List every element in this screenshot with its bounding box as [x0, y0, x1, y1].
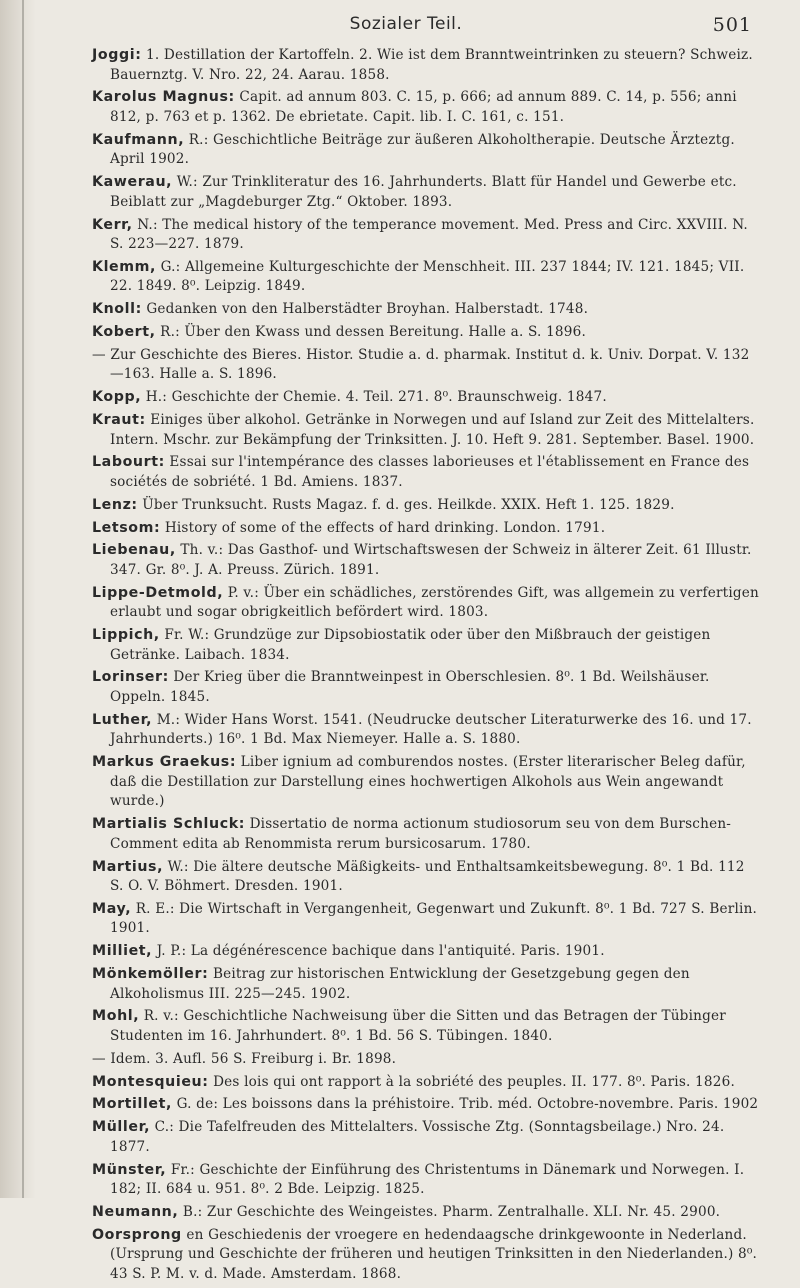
- bibliography-entry: [92, 131, 760, 170]
- bibliography-entry: [92, 88, 760, 127]
- entry-citation: B.: Zur Geschichte des Weingeistes. Pharm. Zentralhalle. XLI. Nr. 45. 2900.: [182, 1203, 721, 1220]
- entry-citation: en Geschiedenis der vroegere en hedendaagsche drinkgewoonte in Nederland. (Ursprung und Geschichte der früheren und heutigen Trinksitten in den Niederlanden.) 8⁰. 43 S. P. M. v. d. Made. Amsterdam. 1868.: [110, 1226, 758, 1282]
- entry-author: Müller,: [92, 1119, 151, 1136]
- entry-citation: G. de: Les boissons dans la préhistoire. Trib. méd. Octobre-novembre. Paris. 1902: [176, 1096, 759, 1113]
- entry-citation: R.: Geschichtliche Beiträge zur äußeren Alkoholtherapie. Deutsche Ärzteztg. April 1902.: [110, 131, 735, 168]
- entry-author: Kopp,: [92, 389, 142, 406]
- entry-author: Mortillet,: [92, 1096, 173, 1113]
- bibliography-entry: [92, 858, 760, 897]
- bibliography-entry: [92, 388, 760, 408]
- bibliography-entry: [92, 323, 760, 343]
- entry-author: Markus Graekus:: [92, 754, 237, 771]
- entry-author: Labourt:: [92, 454, 165, 471]
- bibliography-entry: [92, 626, 760, 665]
- bibliography-entry: [92, 815, 760, 854]
- entry-author: Lippich,: [92, 627, 160, 644]
- bibliography-entry: [92, 346, 760, 385]
- entry-author: Münster,: [92, 1161, 167, 1178]
- entry-citation: Capit. ad annum 803. C. 15, p. 666; ad annum 889. C. 14, p. 556; anni 812, p. 763 et p. 1362. De ebrietate. Capit. lib. I. C. 161, c. 151.: [110, 89, 737, 125]
- bibliography-entry: [92, 1050, 760, 1070]
- entry-author: Martialis Schluck:: [92, 816, 246, 833]
- entry-author: Lippe-Detmold,: [92, 584, 224, 601]
- entry-citation: Der Krieg über die Branntweinpest in Oberschlesien. 8⁰. 1 Bd. Weilshäuser. Oppeln. 1845.: [110, 669, 710, 705]
- entry-citation: M.: Wider Hans Worst. 1541. (Neudrucke deutscher Literaturwerke des 16. und 17. Jahrhunderts.) 16⁰. 1 Bd. Max Niemeyer. Halle a. S. 1880.: [110, 711, 752, 748]
- entry-author: Lorinser:: [92, 669, 169, 686]
- entry-author: Lenz:: [92, 496, 138, 513]
- entry-citation: — Idem. 3. Aufl. 56 S. Freiburg i. Br. 1898.: [92, 1050, 397, 1067]
- entry-author: Kawerau,: [92, 174, 173, 191]
- entry-citation: W.: Zur Trinkliteratur des 16. Jahrhunderts. Blatt für Handel und Gewerbe etc. Beiblatt zur „Magdeburger Ztg.“ Oktober. 1893.: [110, 174, 737, 210]
- entry-author: Knoll:: [92, 301, 142, 318]
- page-header: [60, 14, 752, 42]
- bibliography-entry: [92, 216, 760, 255]
- bibliography-entry: [92, 1095, 760, 1115]
- entry-citation: — Zur Geschichte des Bieres. Histor. Studie a. d. pharmak. Institut d. k. Univ. Dorpat. V. 132—163. Halle a. S. 1896.: [92, 346, 750, 383]
- bibliography-entry: [92, 1203, 760, 1223]
- entry-citation: Fr. W.: Grundzüge zur Dipsobiostatik oder über den Mißbrauch der geistigen Getränke. Laibach. 1834.: [110, 627, 711, 663]
- entry-author: Mohl,: [92, 1008, 140, 1025]
- bibliography-entry: [92, 753, 760, 812]
- page-gutter-shadow: [0, 0, 36, 1198]
- entry-citation: Gedanken von den Halberstädter Broyhan. Halberstadt. 1748.: [146, 301, 589, 318]
- bibliography-entry: [92, 668, 760, 707]
- bibliography-entry: [92, 711, 760, 750]
- entry-citation: Über Trunksucht. Rusts Magaz. f. d. ges. Heilkde. XXIX. Heft 1. 125. 1829.: [142, 496, 675, 513]
- entry-author: May,: [92, 900, 132, 917]
- entry-author: Milliet,: [92, 943, 153, 960]
- entry-citation: 1. Destillation der Kartoffeln. 2. Wie ist dem Branntweintrinken zu steuern? Schweiz. Bauernztg. V. Nro. 22, 24. Aarau. 1858.: [110, 47, 753, 83]
- bibliography-entry: [92, 1007, 760, 1046]
- entry-citation: G.: Allgemeine Kulturgeschichte der Menschheit. III. 237 1844; IV. 121. 1845; VII. 22. 1849. 8⁰. Leipzig. 1849.: [110, 258, 745, 295]
- bibliography-entry: [92, 519, 760, 539]
- entry-author: Oorsprong: [92, 1226, 182, 1243]
- entry-citation: H.: Geschichte der Chemie. 4. Teil. 271. 8⁰. Braunschweig. 1847.: [145, 389, 607, 406]
- entry-author: Joggi:: [92, 47, 142, 63]
- bibliography-entry: [92, 1161, 760, 1200]
- entry-author: Kraut:: [92, 411, 146, 428]
- bibliography-entry: [92, 584, 760, 623]
- entry-citation: History of some of the effects of hard drinking. London. 1791.: [164, 519, 606, 536]
- entry-citation: Beitrag zur historischen Entwicklung der Gesetzgebung gegen den Alkoholismus III. 225—245. 1902.: [110, 966, 690, 1002]
- entry-citation: Essai sur l'intempérance des classes laborieuses et l'établissement en France des sociétés de sobriété. 1 Bd. Amiens. 1837.: [110, 454, 750, 490]
- page-number: 501: [712, 14, 752, 36]
- entry-citation: Liber ignium ad comburendos nostes. (Erster literarischer Beleg dafür, daß die Destillation zur Darstellung eines hochwertigen Alkohols aus Wein angewandt wurde.): [110, 754, 746, 810]
- bibliography-entry: [92, 942, 760, 962]
- entry-author: Letsom:: [92, 519, 161, 536]
- entry-author: Klemm,: [92, 258, 157, 275]
- entry-author: Liebenau,: [92, 542, 176, 559]
- bibliography-entry: [92, 411, 760, 450]
- bibliography-entry: [92, 1226, 760, 1285]
- entry-author: Kerr,: [92, 216, 133, 233]
- bibliography-entry: [92, 496, 760, 516]
- page-edge-line: [22, 0, 24, 1198]
- bibliography-entry: [92, 1118, 760, 1157]
- entry-author: Kaufmann,: [92, 131, 185, 148]
- entry-author: Mönkemöller:: [92, 966, 209, 983]
- entry-citation: J. P.: La dégénérescence bachique dans l'antiquité. Paris. 1901.: [156, 943, 605, 960]
- bibliography-entry: [92, 258, 760, 297]
- bibliography-entry: [92, 900, 760, 939]
- entry-citation: Des lois qui ont rapport à la sobriété des peuples. II. 177. 8⁰. Paris. 1826.: [213, 1073, 735, 1090]
- entry-citation: Fr.: Geschichte der Einführung des Christentums in Dänemark und Norwegen. I. 182; II. 684 u. 951. 8⁰. 2 Bde. Leipzig. 1825.: [110, 1161, 745, 1198]
- bibliography-list: [92, 46, 760, 1288]
- entry-citation: Dissertatio de norma actionum studiosorum seu von dem Burschen-Comment edita ab Renommista rerum bursicosarum. 1780.: [110, 816, 732, 852]
- entry-citation: N.: The medical history of the temperance movement. Med. Press and Circ. XXVIII. N. S. 223—227. 1879.: [110, 216, 748, 253]
- entry-author: Martius,: [92, 858, 164, 875]
- entry-author: Luther,: [92, 711, 153, 728]
- entry-citation: Einiges über alkohol. Getränke in Norwegen und auf Island zur Zeit des Mittelalters. Intern. Mschr. zur Bekämpfung der Trinksitten. J. 10. Heft 9. 281. September. Basel. 1900.: [110, 411, 755, 448]
- entry-citation: R. E.: Die Wirtschaft in Vergangenheit, Gegenwart und Zukunft. 8⁰. 1 Bd. 727 S. Berlin. 1901.: [110, 900, 758, 937]
- entry-author: Neumann,: [92, 1203, 179, 1220]
- bibliography-entry: [92, 1073, 760, 1093]
- bibliography-entry: [92, 965, 760, 1004]
- entry-citation: R. v.: Geschichtliche Nachweisung über die Sitten und das Betragen der Tübinger Studenten im 16. Jahrhundert. 8⁰. 1 Bd. 56 S. Tübingen. 1840.: [110, 1008, 726, 1044]
- entry-author: Montesquieu:: [92, 1073, 209, 1090]
- bibliography-entry: [92, 541, 760, 580]
- bibliography-entry: [92, 300, 760, 320]
- bibliography-entry: [92, 46, 760, 85]
- entry-citation: C.: Die Tafelfreuden des Mittelalters. Vossische Ztg. (Sonntagsbeilage.) Nro. 24. 1877.: [110, 1119, 725, 1155]
- bibliography-entry: [92, 453, 760, 492]
- entry-author: Kobert,: [92, 324, 156, 341]
- bibliography-entry: [92, 173, 760, 212]
- running-title: Sozialer Teil.: [349, 14, 463, 34]
- entry-citation: W.: Die ältere deutsche Mäßigkeits- und Enthaltsamkeitsbewegung. 8⁰. 1 Bd. 112 S. O. V. Böhmert. Dresden. 1901.: [110, 858, 745, 895]
- entry-citation: P. v.: Über ein schädliches, zerstörendes Gift, was allgemein zu verfertigen erlaubt und sogar obrigkeitlich befördert wird. 1803.: [110, 584, 759, 621]
- entry-citation: R.: Über den Kwass und dessen Bereitung. Halle a. S. 1896.: [160, 324, 586, 341]
- entry-author: Karolus Magnus:: [92, 89, 235, 106]
- entry-citation: Th. v.: Das Gasthof- und Wirtschaftswesen der Schweiz in älterer Zeit. 61 Illustr. 347. Gr. 8⁰. J. A. Preuss. Zürich. 1891.: [110, 542, 752, 578]
